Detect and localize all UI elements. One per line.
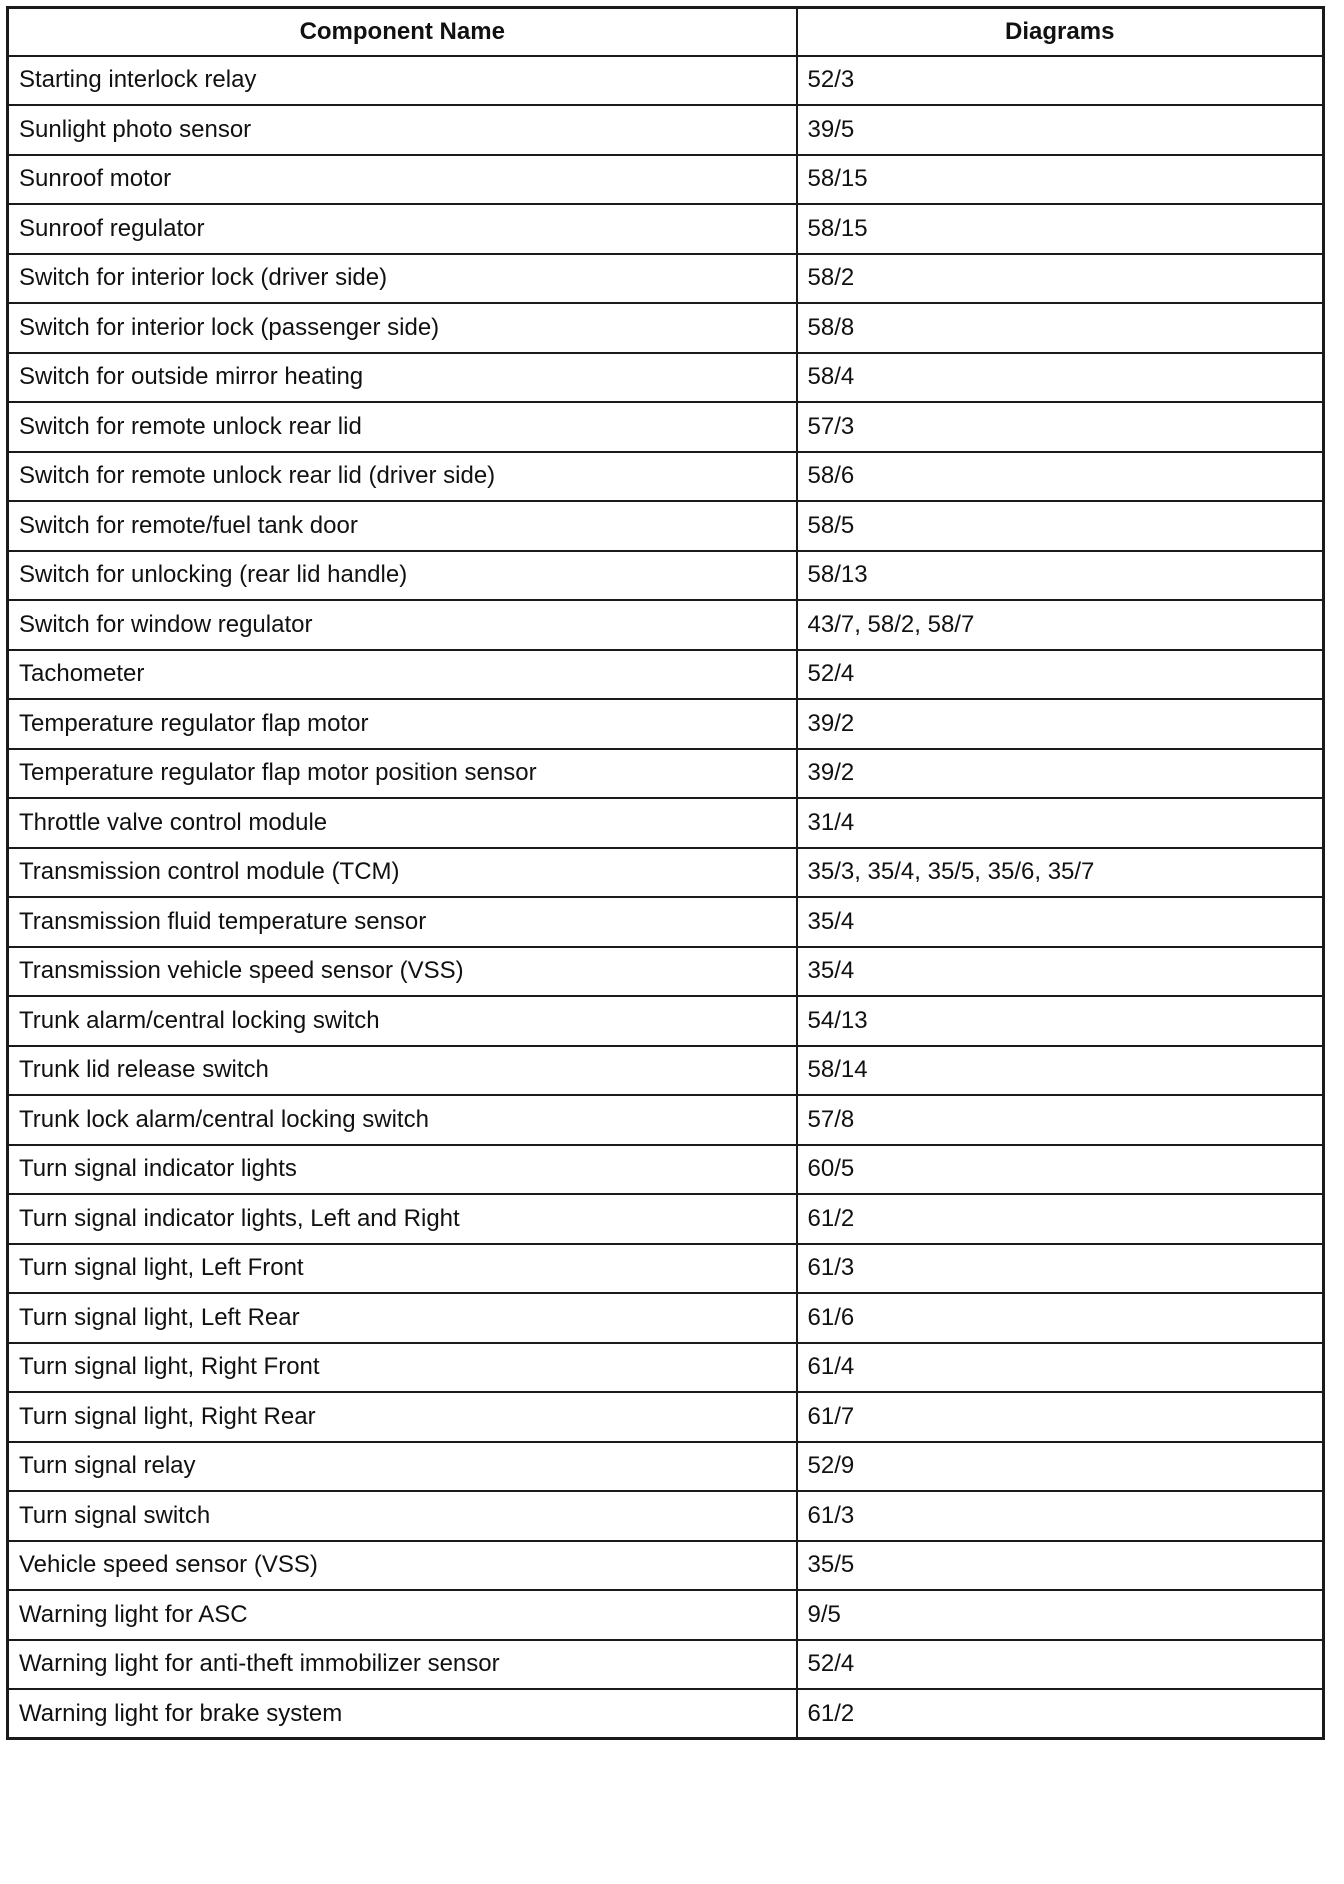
- component-name-cell: Vehicle speed sensor (VSS): [8, 1541, 797, 1591]
- table-row: [8, 1541, 1324, 1591]
- table-row: [8, 303, 1324, 353]
- component-name-cell: Turn signal light, Right Front: [8, 1343, 797, 1393]
- component-name-cell: Turn signal switch: [8, 1491, 797, 1541]
- table-row: [8, 749, 1324, 799]
- diagrams-cell: 58/5: [797, 501, 1324, 551]
- diagrams-cell: 58/15: [797, 204, 1324, 254]
- table-row: [8, 501, 1324, 551]
- table-row: [8, 1293, 1324, 1343]
- diagrams-cell: 58/6: [797, 452, 1324, 502]
- diagrams-cell: 58/15: [797, 155, 1324, 205]
- component-name-cell: Tachometer: [8, 650, 797, 700]
- table-row: [8, 1689, 1324, 1739]
- diagrams-cell: 61/7: [797, 1392, 1324, 1442]
- component-name-cell: Sunlight photo sensor: [8, 105, 797, 155]
- component-name-cell: Throttle valve control module: [8, 798, 797, 848]
- diagrams-cell: 35/3, 35/4, 35/5, 35/6, 35/7: [797, 848, 1324, 898]
- table-row: [8, 204, 1324, 254]
- diagrams-cell: 54/13: [797, 996, 1324, 1046]
- diagrams-cell: 52/4: [797, 650, 1324, 700]
- diagrams-cell: 61/4: [797, 1343, 1324, 1393]
- table-row: [8, 1491, 1324, 1541]
- component-name-cell: Temperature regulator flap motor: [8, 699, 797, 749]
- component-name-cell: Warning light for ASC: [8, 1590, 797, 1640]
- component-name-cell: Transmission vehicle speed sensor (VSS): [8, 947, 797, 997]
- component-name-cell: Sunroof motor: [8, 155, 797, 205]
- component-name-cell: Switch for interior lock (driver side): [8, 254, 797, 304]
- component-name-cell: Switch for unlocking (rear lid handle): [8, 551, 797, 601]
- component-diagram-table: [6, 6, 1325, 1740]
- table-row: [8, 996, 1324, 1046]
- diagrams-cell: 52/9: [797, 1442, 1324, 1492]
- header-diagrams: Diagrams: [797, 8, 1324, 56]
- table-row: [8, 551, 1324, 601]
- component-name-cell: Switch for outside mirror heating: [8, 353, 797, 403]
- diagrams-cell: 57/8: [797, 1095, 1324, 1145]
- table-row: [8, 1095, 1324, 1145]
- diagrams-cell: 35/4: [797, 947, 1324, 997]
- diagrams-cell: 52/4: [797, 1640, 1324, 1690]
- component-name-cell: Switch for remote/fuel tank door: [8, 501, 797, 551]
- diagrams-cell: 31/4: [797, 798, 1324, 848]
- table-row: [8, 1145, 1324, 1195]
- diagrams-cell: 35/4: [797, 897, 1324, 947]
- table-row: [8, 155, 1324, 205]
- component-name-cell: Turn signal indicator lights, Left and Right: [8, 1194, 797, 1244]
- table-row: [8, 1244, 1324, 1294]
- diagrams-cell: 61/3: [797, 1244, 1324, 1294]
- component-name-cell: Warning light for brake system: [8, 1689, 797, 1739]
- table-row: [8, 798, 1324, 848]
- diagrams-cell: 43/7, 58/2, 58/7: [797, 600, 1324, 650]
- diagrams-cell: 9/5: [797, 1590, 1324, 1640]
- diagrams-cell: 58/8: [797, 303, 1324, 353]
- diagrams-cell: 61/2: [797, 1689, 1324, 1739]
- diagrams-cell: 52/3: [797, 56, 1324, 106]
- table-row: [8, 254, 1324, 304]
- table-row: [8, 1590, 1324, 1640]
- diagrams-cell: 61/2: [797, 1194, 1324, 1244]
- diagrams-cell: 58/14: [797, 1046, 1324, 1096]
- component-name-cell: Turn signal light, Left Front: [8, 1244, 797, 1294]
- table-row: [8, 452, 1324, 502]
- component-name-cell: Transmission fluid temperature sensor: [8, 897, 797, 947]
- table-row: [8, 1392, 1324, 1442]
- diagrams-cell: 61/3: [797, 1491, 1324, 1541]
- component-name-cell: Turn signal relay: [8, 1442, 797, 1492]
- component-name-cell: Switch for remote unlock rear lid: [8, 402, 797, 452]
- component-name-cell: Trunk lid release switch: [8, 1046, 797, 1096]
- table-row: [8, 947, 1324, 997]
- table-row: [8, 1046, 1324, 1096]
- diagrams-cell: 35/5: [797, 1541, 1324, 1591]
- header-component-name: Component Name: [8, 8, 797, 56]
- diagrams-cell: 39/2: [797, 749, 1324, 799]
- table-row: [8, 1442, 1324, 1492]
- table-row: [8, 699, 1324, 749]
- diagrams-cell: 58/2: [797, 254, 1324, 304]
- component-name-cell: Warning light for anti-theft immobilizer sensor: [8, 1640, 797, 1690]
- diagrams-cell: 39/5: [797, 105, 1324, 155]
- table-row: [8, 600, 1324, 650]
- table-row: [8, 353, 1324, 403]
- diagrams-cell: 58/4: [797, 353, 1324, 403]
- diagrams-cell: 58/13: [797, 551, 1324, 601]
- component-name-cell: Turn signal indicator lights: [8, 1145, 797, 1195]
- table-row: [8, 1343, 1324, 1393]
- diagrams-cell: 60/5: [797, 1145, 1324, 1195]
- table-row: [8, 897, 1324, 947]
- component-name-cell: Sunroof regulator: [8, 204, 797, 254]
- component-name-cell: Trunk alarm/central locking switch: [8, 996, 797, 1046]
- diagrams-cell: 57/3: [797, 402, 1324, 452]
- component-name-cell: Temperature regulator flap motor position sensor: [8, 749, 797, 799]
- component-name-cell: Switch for window regulator: [8, 600, 797, 650]
- table-row: [8, 56, 1324, 106]
- table-row: [8, 650, 1324, 700]
- table-row: [8, 402, 1324, 452]
- component-name-cell: Switch for interior lock (passenger side): [8, 303, 797, 353]
- diagrams-cell: 61/6: [797, 1293, 1324, 1343]
- component-table-container: [6, 6, 1322, 1740]
- component-name-cell: Transmission control module (TCM): [8, 848, 797, 898]
- component-name-cell: Switch for remote unlock rear lid (driver side): [8, 452, 797, 502]
- table-header-row: [8, 8, 1324, 56]
- component-name-cell: Starting interlock relay: [8, 56, 797, 106]
- table-row: [8, 1640, 1324, 1690]
- component-name-cell: Turn signal light, Right Rear: [8, 1392, 797, 1442]
- component-name-cell: Trunk lock alarm/central locking switch: [8, 1095, 797, 1145]
- table-row: [8, 1194, 1324, 1244]
- diagrams-cell: 39/2: [797, 699, 1324, 749]
- table-row: [8, 848, 1324, 898]
- table-row: [8, 105, 1324, 155]
- component-name-cell: Turn signal light, Left Rear: [8, 1293, 797, 1343]
